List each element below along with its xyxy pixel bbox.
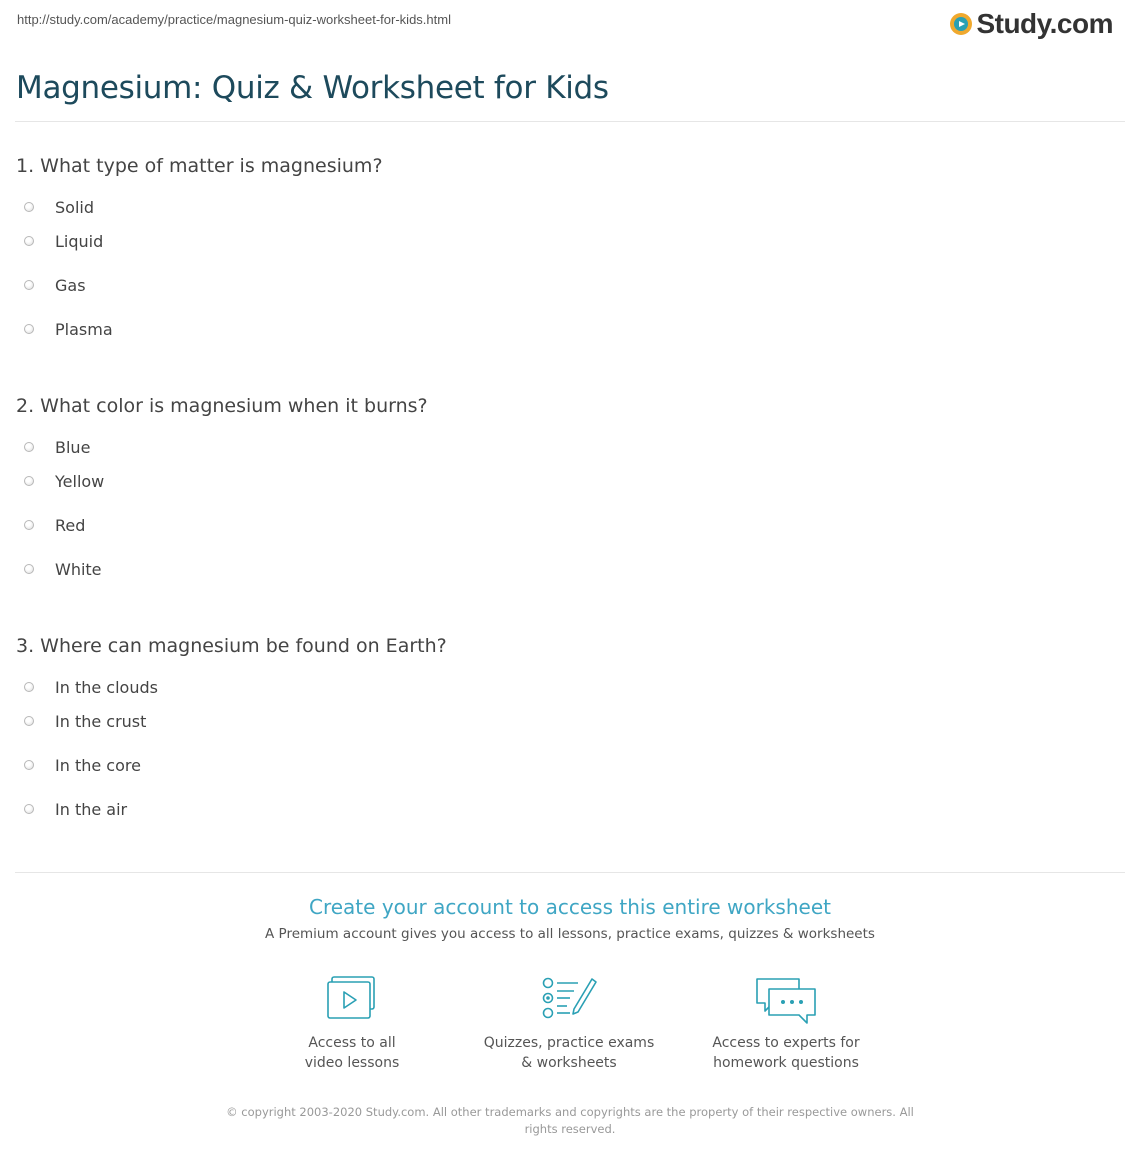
answer-option[interactable] [16,263,1016,307]
radio-button[interactable] [24,476,34,486]
feature-label-line-1: Access to experts for [712,1035,860,1051]
question-3 [16,635,1016,831]
feature-label [686,1033,886,1073]
answer-label: Blue [55,437,91,457]
answer-option[interactable] [16,547,1016,591]
question-2-options [16,435,1016,591]
feature-label-line-1: Quizzes, practice exams [483,1035,655,1051]
answer-label: Liquid [55,231,104,251]
answer-option[interactable] [16,503,1016,547]
answer-option[interactable] [16,307,1016,351]
answer-option[interactable] [16,787,1016,831]
answer-label: Red [55,515,86,535]
answer-label: White [55,559,102,579]
footer-copyright: © copyright 2003-2020 Study.com. All other trademarks and copyrights are the property of their respective owners. All rights reserved. [226,1105,914,1136]
answer-option[interactable] [16,459,1016,503]
study-logo[interactable] [950,8,1113,40]
answer-option[interactable] [16,435,1016,459]
radio-button[interactable] [24,442,34,452]
premium-features [0,975,1140,1075]
cta-divider [15,872,1125,873]
cta-heading-link[interactable]: Create your account to access this entire worksheet [309,895,831,919]
feature-label-line-2: video lessons [304,1055,400,1071]
radio-button[interactable] [24,280,34,290]
feature-label-line-2: homework questions [713,1055,859,1071]
radio-button[interactable] [24,324,34,334]
question-2-text: 2. What color is magnesium when it burns? [16,395,428,417]
radio-button[interactable] [24,804,34,814]
play-logo-icon [950,13,972,35]
page-title: Magnesium: Quiz & Worksheet for Kids [16,70,609,106]
question-1-text: 1. What type of matter is magnesium? [16,155,383,177]
answer-option[interactable] [16,743,1016,787]
feature-label [469,1033,669,1073]
answer-label: Yellow [55,471,105,491]
feature-label-line-1: Access to all [308,1035,396,1051]
feature-quizzes [469,975,669,1073]
radio-button[interactable] [24,716,34,726]
quiz-checklist-icon [540,975,598,1021]
radio-button[interactable] [24,520,34,530]
account-cta [0,895,1140,942]
top-bar [15,0,1125,50]
feature-label [252,1033,452,1073]
radio-button[interactable] [24,202,34,212]
question-1-options [16,195,1016,351]
answer-option[interactable] [16,195,1016,219]
logo-text: Study.com [976,8,1113,39]
radio-button[interactable] [24,760,34,770]
cta-subheading: A Premium account gives you access to all lessons, practice exams, quizzes & worksheets [265,926,875,942]
question-1 [16,155,1016,351]
radio-button[interactable] [24,236,34,246]
question-3-text: 3. Where can magnesium be found on Earth? [16,635,447,657]
answer-label: In the core [55,755,141,775]
answer-label: In the clouds [55,677,158,697]
chat-bubbles-icon [753,975,819,1027]
answer-option[interactable] [16,219,1016,263]
feature-label-line-2: & worksheets [521,1055,617,1071]
answer-label: Plasma [55,319,113,339]
feature-video-lessons [252,975,452,1073]
question-3-options [16,675,1016,831]
answer-label: In the air [55,799,128,819]
question-2 [16,395,1016,591]
answer-label: Solid [55,197,94,217]
answer-option[interactable] [16,675,1016,699]
radio-button[interactable] [24,564,34,574]
video-lessons-icon [325,975,379,1021]
answer-option[interactable] [16,699,1016,743]
answer-label: Gas [55,275,86,295]
feature-experts [686,975,886,1073]
radio-button[interactable] [24,682,34,692]
answer-label: In the crust [55,711,147,731]
page-url: http://study.com/academy/practice/magnesium-quiz-worksheet-for-kids.html [17,12,451,27]
title-divider [15,121,1125,122]
